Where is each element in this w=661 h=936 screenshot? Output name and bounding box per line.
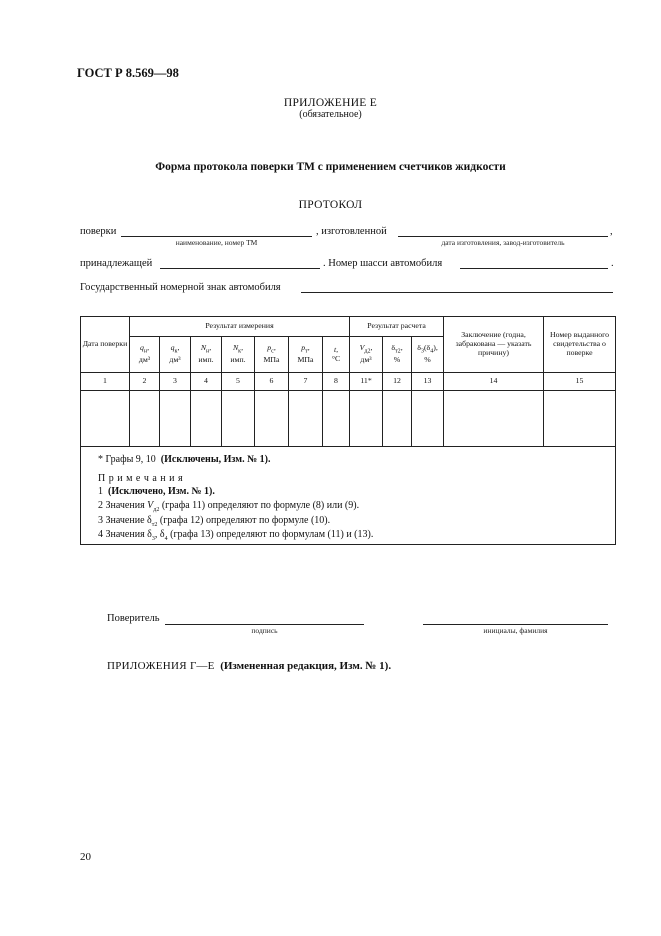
name-caption: инициалы, фамилия: [483, 626, 548, 635]
manufactured-caption: дата изготовления, завод-изготовитель: [441, 238, 565, 247]
verification-line: [121, 236, 312, 237]
col-number: 7: [289, 373, 323, 391]
col-number: 2: [130, 373, 160, 391]
col-date-header: Дата поверки: [81, 317, 130, 373]
sub-header-vd2: $V_{д2}$, дм³: [350, 337, 383, 373]
col-number: 8: [323, 373, 350, 391]
col-number: 11*: [350, 373, 383, 391]
comma: ,: [610, 226, 613, 237]
appendix-subtitle: (обязательное): [299, 109, 362, 120]
belonging-label: принадлежащей: [80, 258, 153, 269]
col-conclusion-header: Заключение (годна, забракована — указать причину): [444, 317, 544, 373]
sub-header-pc: $p_с$, МПа: [255, 337, 289, 373]
name-line: [423, 624, 608, 625]
belonging-line: [160, 268, 320, 269]
col-number: 3: [160, 373, 191, 391]
footnote: * Графы 9, 10 (Исключены, Изм. № 1).: [98, 454, 271, 465]
appendix-title: ПРИЛОЖЕНИЕ Е: [283, 97, 378, 109]
verification-caption: наименование, номер ТМ: [175, 238, 258, 247]
plate-label: Государственный номерной знак автомобиля: [80, 282, 281, 293]
verification-label: поверки: [80, 226, 117, 237]
note-1: 1 (Исключено, Изм. № 1).: [98, 486, 215, 497]
notes-heading: П р и м е ч а н и я: [98, 473, 184, 484]
group-calc-header: Результат расчета: [350, 317, 444, 337]
col-number: 1: [81, 373, 130, 391]
sub-header-dt2: $\delta_{т2}$, %: [383, 337, 412, 373]
sub-header-qn: $q_н$, дм³: [130, 337, 160, 373]
sub-header-pt: $p_т$, МПа: [289, 337, 323, 373]
chassis-label: . Номер шасси автомобиля: [323, 258, 443, 269]
form-title: Форма протокола поверки ТМ с применением счетчиков жидкости: [155, 161, 506, 173]
signature-line: [165, 624, 364, 625]
table-number-row: [81, 373, 616, 391]
note-2: 2 Значения $V_{д2}$ (графа 11) определяют по формуле (8) или (9).: [98, 500, 360, 513]
col-number: 13: [412, 373, 444, 391]
plate-line: [301, 292, 613, 293]
period: .: [611, 258, 614, 269]
sub-header-nk: $N_к$, имп.: [222, 337, 255, 373]
table-empty-row: [81, 391, 616, 447]
note-3: 3 Значение $\delta_{т2}$ (графа 12) определяют по формуле (10).: [98, 515, 331, 528]
col-cert-header: Номер выданного свидетельства о поверке: [544, 317, 616, 373]
col-number: 12: [383, 373, 412, 391]
sub-header-nn: $N_н$, имп.: [191, 337, 222, 373]
verifier-label: Поверитель: [107, 613, 160, 624]
sub-header-d3d4: $\delta_3(\delta_4)$, %: [412, 337, 444, 373]
col-number: 5: [222, 373, 255, 391]
col-number: 14: [444, 373, 544, 391]
page-number: 20: [80, 851, 91, 863]
manufactured-label: , изготовленной: [316, 226, 387, 237]
protocol-title: ПРОТОКОЛ: [298, 199, 363, 211]
note-4: 4 Значения $\delta_3$, $\delta_4$ (графа 13) определяют по формулам (11) и (13).: [98, 529, 374, 542]
sub-header-qk: $q_к$, дм³: [160, 337, 191, 373]
sub-header-t: t, °С: [323, 337, 350, 373]
group-measure-header: Результат измерения: [130, 317, 350, 337]
document-header: ГОСТ Р 8.569—98: [77, 66, 179, 80]
amendment-note: ПРИЛОЖЕНИЯ Г—Е (Измененная редакция, Изм. № 1).: [107, 660, 392, 672]
manufactured-line: [398, 236, 608, 237]
col-number: 15: [544, 373, 616, 391]
col-number: 6: [255, 373, 289, 391]
col-number: 4: [191, 373, 222, 391]
signature-caption: подпись: [251, 626, 278, 635]
chassis-line: [460, 268, 608, 269]
